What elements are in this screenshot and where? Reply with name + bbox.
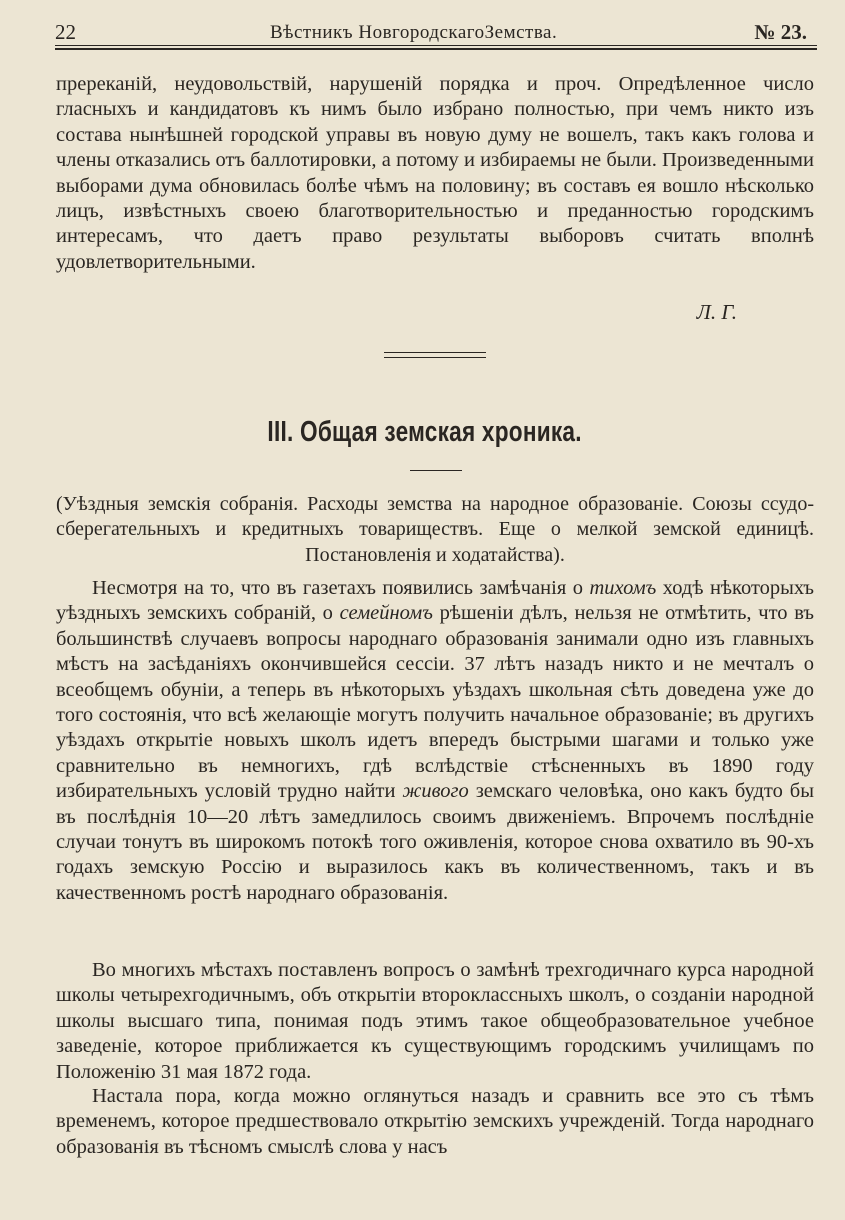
journal-title: Вѣстникъ НовгородскагоЗемства. xyxy=(270,22,558,43)
paragraph-school-reform: Во многихъ мѣстахъ поставленъ вопросъ о замѣнѣ трехгодичнаго курса народной школы четырехгодичнымъ, объ открытіи второклассныхъ школъ, о созданіи народной школы высшаго типа, понимая подъ этимъ такое общеобразовательное учебное заведеніе, которое приближается къ существующимъ городскимъ училищамъ по Положенію 31 мая 1872 года. xyxy=(56,959,814,1083)
section-divider xyxy=(384,352,486,358)
paragraph-education xyxy=(56,576,814,906)
paragraph-comparison: Настала пора, когда можно оглянуться назадъ и сравнить все это съ тѣмъ временемъ, которое предшествовало открытію земскихъ учрежденій. Тогда народнаго образованія въ тѣсномъ смыслѣ слова у насъ xyxy=(56,1085,814,1158)
section-summary: (Уѣздныя земскія собранія. Расходы земства на народное образованіе. Союзы ссудо-сберегательныхъ и кредитныхъ товариществъ. Еще о мелкой земской единицѣ. Постановленія и ходатайства). xyxy=(56,493,814,566)
author-signature: Л. Г. xyxy=(696,300,737,324)
italic-term: семейномъ xyxy=(339,602,433,625)
italic-term: живого xyxy=(402,780,469,803)
header-rule xyxy=(55,45,817,46)
text-run: рѣшеніи дѣлъ, нельзя не отмѣтить, что въ большинствѣ случаевъ вопросы народнаго образованія занимали одно изъ главныхъ мѣстъ на засѣданіяхъ окончившейся сессіи. 37 лѣтъ назадъ никто и не мечталъ о всеобщемъ обуніи, а теперь въ нѣкоторыхъ уѣздахъ школьная сѣть доведена уже до того состоянія, что всѣ желающіе могутъ получить начальное образованіе; въ другихъ уѣздахъ открытіе новыхъ школъ идетъ впередъ быстрыми шагами и только уже сравнительно въ немногихъ, гдѣ вслѣдствіе стѣсненныхъ въ 1890 году избирательныхъ условій трудно найти xyxy=(56,602,815,803)
paragraph-continued: пререканій, неудовольствій, нарушеній порядка и проч. Опредѣленное число гласныхъ и кандидатовъ къ нимъ было избрано полностью, при чемъ никто изъ состава нынѣшней городской управы въ новую думу не вошелъ, такъ какъ голова и члены отказались отъ баллотировки, а потому и избираемы не были. Произведенными выборами дума обновилась болѣе чѣмъ на половину; въ составъ ея вошло нѣсколько лицъ, извѣстныхъ своею благотворительностью и преданностью городскимъ интересамъ, что даетъ право результаты выборовъ считать вполнѣ удовлетворительными. xyxy=(56,73,814,273)
italic-term: тихомъ xyxy=(589,577,657,599)
text-run: земскаго человѣка, оно какъ будто бы въ послѣднія 10—20 лѣтъ замедлилось своимъ движеніемъ. Впрочемъ послѣдніе случаи тонутъ въ широкомъ потокѣ того оживленія, которое снова охватило въ 90-хъ годахъ земскую Россію и выразилось какъ въ количественномъ, такъ и въ качественномъ ростѣ народнаго образованія. xyxy=(56,780,814,904)
header-rule-thick xyxy=(55,48,817,50)
text-run: Несмотря на то, что въ газетахъ появились замѣчанія о xyxy=(92,577,590,599)
issue-number: № 23. xyxy=(754,20,807,44)
section-heading: III. Общая земская хроника. xyxy=(267,416,582,448)
text-run: ходѣ нѣкоторыхъ уѣздныхъ земскихъ собраній, о xyxy=(56,577,814,625)
heading-rule xyxy=(410,470,462,471)
page-number: 22 xyxy=(55,20,76,44)
